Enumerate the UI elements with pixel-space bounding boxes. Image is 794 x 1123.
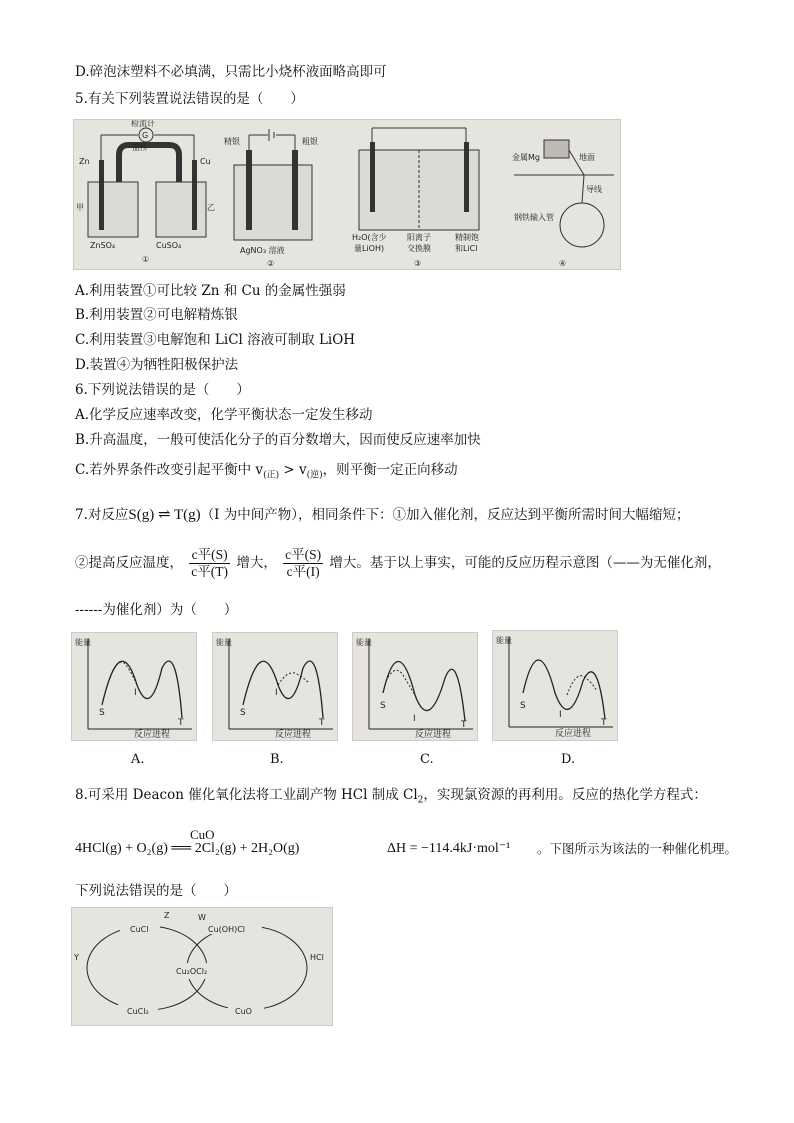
fig-label-h2o-2: 量LiOH) [354,244,385,253]
q7-stem-line1: 7.对反应S(g) ⇌ T(g)（I 为中间产物），相同条件下：①加入催化剂，反应达到平衡所需时间大幅缩短； [75,507,690,523]
fig-label-agno3: AgNO₃ 溶液 [240,246,285,255]
fig-label-licl: 精制饱 [455,233,479,242]
delta-h: ΔH = −114.4kJ·mol⁻¹ [387,841,511,856]
fig-label-n2: ② [267,259,275,268]
fig-label-galvanometer: 检流计 [131,120,155,128]
equation-suffix: 。下图所示为该法的一种催化机理。 [537,841,738,856]
q8-equation-line [75,826,765,866]
q5-stem: 5.有关下列装置说法错误的是（ ） [75,91,304,107]
fig-label-n4: ④ [559,259,567,268]
label-s: S [240,708,246,718]
fig-label-yi: 乙 [207,203,215,212]
fig-label-metal-mg: 金属Mg [512,153,540,162]
choice-c: C. [420,752,434,767]
label-i: I [275,688,278,698]
cycle-cuohcl: Cu(OH)Cl [208,925,246,934]
fraction-s-over-t: $\frac{\text{c平(S)}}{\text{c平(T)}}$ [191,547,229,579]
fig-label-membrane-2: 交换膜 [407,244,431,253]
x-axis-label: 反应进程 [275,730,312,740]
label-t: T [178,718,184,728]
label-t: T [601,718,607,728]
fig-label-h2o: H₂O(含少 [352,233,387,242]
fig-label-pure-ag: 精银 [224,137,240,146]
label-s: S [520,701,526,711]
label-i: I [134,688,137,698]
catalytic-cycle-figure [71,907,333,1026]
catalyst-label: CuO [190,827,215,842]
fig-label-n3: ③ [414,259,422,268]
fig-label-g: G [142,131,149,140]
choice-a: A. [131,752,145,767]
graph-d [492,630,618,741]
fig-label-znso4: ZnSO₄ [90,241,116,250]
q6-stem: 6.下列说法错误的是（ ） [75,382,250,398]
q4-option-d: D.碎泡沫塑料不必填满，只需比小烧杯液面略高即可 [75,64,387,80]
q5-option-c: C.利用装置③电解饱和 LiCl 溶液可制取 LiOH [75,332,356,348]
q5-option-d: D.装置④为牺牲阳极保护法 [75,357,239,373]
graph-a [71,632,197,741]
fig-label-cu: Cu [200,157,211,166]
y-axis-label: 能量 [356,638,372,647]
q6-option-a: A.化学反应速率改变，化学平衡状态一定发生移动 [75,407,373,423]
graph-b [212,632,338,741]
x-axis-label: 反应进程 [415,730,452,740]
cycle-y: Y [74,953,79,962]
graph-c [352,632,478,741]
x-axis-label: 反应进程 [555,729,592,739]
q5-apparatus-figure [73,119,621,270]
q6-option-c: C.若外界条件改变引起平衡中 $v_{(正)} > v_{(逆)}$，则平衡一定正向移动 [75,462,458,481]
fig-label-ground: 地面 [579,153,595,162]
fraction-s-over-i: $\frac{\text{c平(S)}}{\text{c平(I)}}$ [285,547,322,579]
fig-label-n1: ① [142,255,150,264]
cycle-cucl: CuCl [130,925,149,934]
cycle-cu2ocl2: Cu₂OCl₂ [176,967,208,976]
cycle-w: W [198,913,206,922]
y-axis-label: 能量 [496,636,512,645]
q7-stem-line3: ------为催化剂）为（ ） [75,602,238,618]
q7-stem-line2: ②提高反应温度， $\frac{\text{c平(S)}}{\text{c平(T)}}$ 增大， $\frac{\text{c平(S)}}{\text{c平(I)}}$ 增大。基于以上事实，可能的反应历程示意图（——为无催化剂， [75,547,721,579]
fig-label-membrane: 阳离子 [407,233,431,242]
fig-label-crude-ag: 粗银 [302,137,318,146]
label-s: S [380,701,386,711]
fig-label-zn: Zn [79,157,90,166]
fig-label-jia: 甲 [76,203,84,212]
cycle-cucl2: CuCl₂ [127,1007,149,1016]
x-axis-label: 反应进程 [134,730,171,740]
cycle-hcl: HCl [310,953,324,962]
fig-label-salt-bridge: 盐桥 [132,143,148,152]
y-axis-label: 能量 [75,638,91,647]
cycle-z: Z [164,911,170,920]
y-axis-label: 能量 [216,638,232,647]
cycle-cuo: CuO [235,1007,252,1016]
choice-b: B. [270,752,284,767]
label-t: T [319,718,325,728]
fig-label-cuso4: CuSO₄ [156,241,182,250]
label-s: S [99,708,105,718]
thermochemical-equation: 4HCl(g) + O₂(g) ══ 2Cl₂(g) + 2H₂O(g) [75,841,300,856]
fig-label-licl-2: 和LiCl [455,244,478,253]
q5-option-b: B.利用装置②可电解精炼银 [75,307,238,323]
choice-d: D. [561,752,576,767]
label-t: T [461,720,467,730]
q5-option-a: A.利用装置①可比较 Zn 和 Cu 的金属性强弱 [75,283,346,299]
label-i: I [413,714,416,724]
q6-option-b: B.升高温度，一般可使活化分子的百分数增大，因而使反应速率加快 [75,432,481,448]
q8-stem: 8.可采用 Deacon 催化氧化法将工业副产物 HCl 制成 $Cl_2$，实现氯资源的再利用。反应的热化学方程式： [75,787,707,806]
fig-label-wire: 导线 [586,185,602,194]
fig-label-pipe: 钢铁输入管 [514,213,554,222]
label-i: I [559,710,562,720]
q8-question: 下列说法错误的是（ ） [75,883,237,899]
